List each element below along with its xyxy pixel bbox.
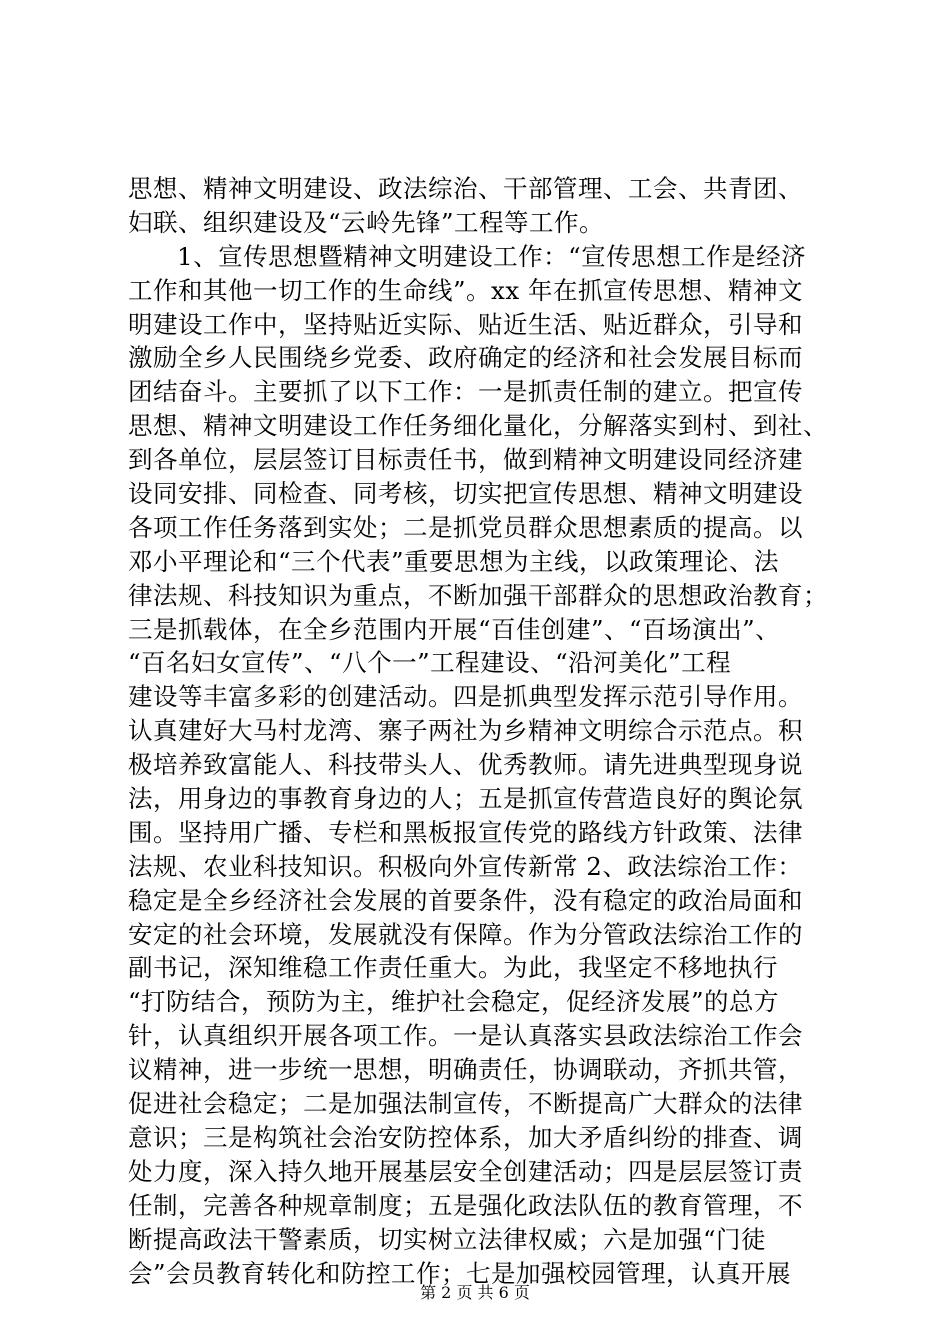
text-line: 断提高政法干警素质，切实树立法律权威；六是加强“门徒	[128, 1224, 767, 1254]
text-line: 工作和其他一切工作的生命线”。xx 年在抓宣传思想、精神文	[128, 275, 803, 305]
text-line: 针，认真组织开展各项工作。一是认真落实县政法综治工作会	[128, 1021, 803, 1051]
body-text	[128, 172, 828, 1290]
text-line: 到各单位，层层签订目标责任书，做到精神文明建设同经济建	[128, 445, 803, 475]
text-line: 稳定是全乡经济社会发展的首要条件，没有稳定的政治局面和	[128, 885, 803, 915]
text-line: 意识；三是构筑社会治安防控体系，加大矛盾纠纷的排查、调	[128, 1122, 803, 1152]
text-line: 邓小平理论和“三个代表”重要思想为主线，以政策理论、法	[128, 546, 780, 576]
text-line: 激励全乡人民围绕乡党委、政府确定的经济和社会发展目标而	[128, 343, 803, 373]
text-line: 建设等丰富多彩的创建活动。四是抓典型发挥示范引导作用。	[128, 682, 803, 712]
text-line: 任制，完善各种规章制度；五是强化政法队伍的教育管理，不	[128, 1190, 803, 1220]
text-line: 设同安排、同检查、同考核，切实把宣传思想、精神文明建设	[128, 479, 803, 509]
text-line: 副书记，深知维稳工作责任重大。为此，我坚定不移地执行	[128, 953, 778, 983]
text-line: 促进社会稳定；二是加强法制宣传，不断提高广大群众的法律	[128, 1089, 803, 1119]
text-line: 议精神，进一步统一思想，明确责任，协调联动，齐抓共管，	[128, 1055, 803, 1085]
text-line: 安定的社会环境，发展就没有保障。作为分管政法综治工作的	[128, 919, 803, 949]
text-line: 认真建好大马村龙湾、寨子两社为乡精神文明综合示范点。积	[128, 716, 803, 746]
text-line: 思想、精神文明建设、政法综治、干部管理、工会、共青团、	[128, 174, 803, 203]
paragraph-start-line: 1、宣传思想暨精神文明建设工作：“宣传思想工作是经济	[177, 241, 807, 271]
text-line: 明建设工作中，坚持贴近实际、贴近生活、贴近群众，引导和	[128, 309, 803, 339]
text-line: “打防结合，预防为主，维护社会稳定，促经济发展”的总方	[128, 987, 780, 1017]
text-line: “百名妇女宣传”、“八个一”工程建设、“沿河美化”工程	[128, 648, 732, 678]
text-line: 法规、农业科技知识。积极向外宣传新常 2、政法综治工作：	[128, 851, 803, 881]
text-line: 三是抓载体，在全乡范围内开展“百佳创建”、“百场演出”、	[128, 614, 781, 644]
text-line: 各项工作任务落到实处；二是抓党员群众思想素质的提高。以	[128, 512, 803, 542]
text-line: 极培养致富能人、科技带头人、优秀教师。请先进典型现身说	[128, 750, 803, 780]
text-line: 处力度，深入持久地开展基层安全创建活动；四是层层签订责	[128, 1156, 803, 1186]
text-line: 法，用身边的事教育身边的人；五是抓宣传营造良好的舆论氛	[128, 784, 803, 814]
text-line: 会”会员教育转化和防控工作；七是加强校园管理，认真开展	[128, 1258, 792, 1288]
text-line: 妇联、组织建设及“云岭先锋”工程等工作。	[128, 207, 605, 237]
text-line: 围。坚持用广播、专栏和黑板报宣传党的路线方针政策、法律	[128, 817, 803, 847]
page-number-footer: 第 2 页 共 6 页	[420, 1283, 530, 1302]
text-line: 思想、精神文明建设工作任务细化量化，分解落实到村、到社、	[128, 411, 828, 441]
text-line: 律法规、科技知识为重点，不断加强干部群众的思想政治教育；	[128, 580, 828, 610]
text-line: 团结奋斗。主要抓了以下工作：一是抓责任制的建立。把宣传	[128, 377, 803, 407]
